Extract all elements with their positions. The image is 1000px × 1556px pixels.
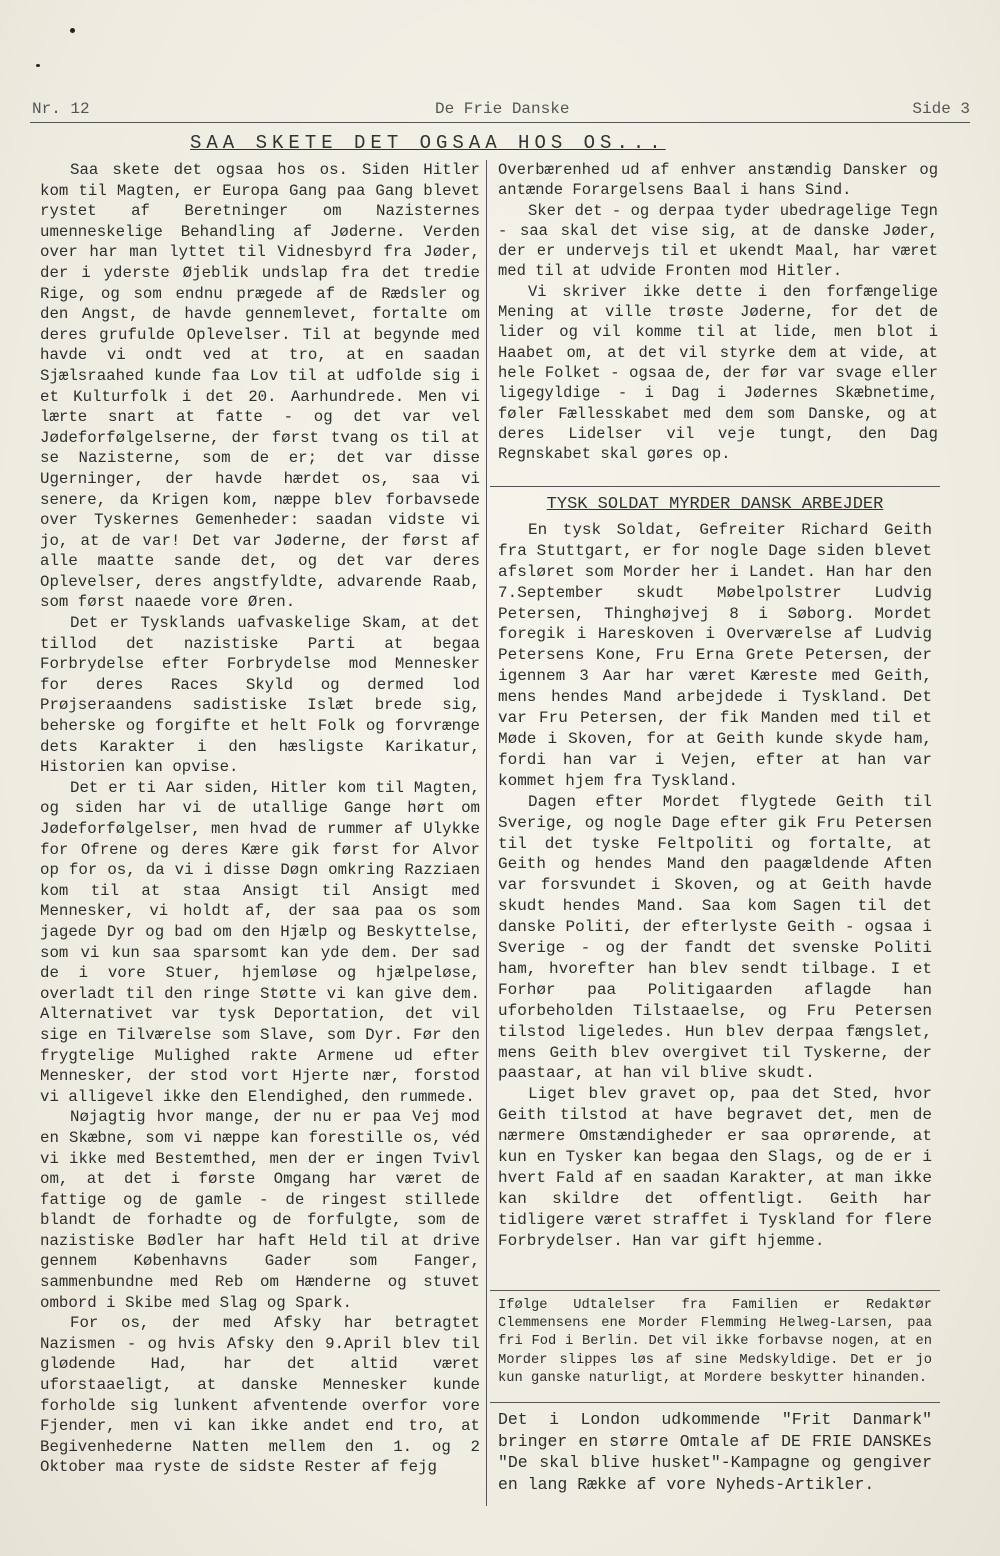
article-paragraph: Overbærenhed ud af enhver anstændig Dansker og antænde Forargelsens Baal i hans Sind. xyxy=(498,161,938,200)
main-article-title: SAA SKETE DET OGSAA HOS OS... xyxy=(190,132,666,154)
issue-number: Nr. 12 xyxy=(32,100,90,118)
publication-name: De Frie Danske xyxy=(435,100,570,118)
page-number: Side 3 xyxy=(912,100,970,118)
article-paragraph: Saa skete det ogsaa hos os. Siden Hitler kom til Magten, er Europa Gang paa Gang blevet rystet af Beretninger om Nazisternes umenneskelige Behandling af Jøderne. Verden over har man lyttet til Vidnesbyrd fra Jøder, der i yderste Øjeblik undslap fra det tredie Rige, og som endnu prægede af de Rædsler og den Angst, de havde gennemlevet, fortalte om deres grufulde Oplevelser. Til at begynde med havde vi ondt ved at tro, at en saadan Sjælsraahed kunde faa Lov til at udfolde sig i et Kulturfolk i det 20. Aarhundrede. Men vi lærte snart at fatte - og det var vel Jødeforfølgelserne, der først tvang os til at se Nazisterne, som de er; det var disse Ugerninger, der havde hærdet os, saa vi senere, da Krigen kom, næppe blev forbavsede over Tyskernes Gemenheder: saadan vidste vi jo, at de var! Det var Jøderne, der først af alle maatte sande det, og det var deres Oplevelser, deres angstfyldte, advarende Raab, som først naaede vore Øren. xyxy=(40,161,480,612)
header-rule xyxy=(30,122,970,123)
article-paragraph: En tysk Soldat, Gefreiter Richard Geith fra Stuttgart, er for nogle Dage siden blevet afsløret som Morder her i Landet. Han har den 7.September skudt Møbelpolstrer Ludvig Petersen, Thinghøjvej 8 i Søborg. Mordet foregik i Hareskoven i Overværelse af Ludvig Petersens Kone, Fru Erna Grete Petersen, der igennem 3 Aar har været Kæreste med Geith, mens hendes Mand arbejdede i Tyskland. Det var Fru Petersen, der fik Manden med til et Møde i Skoven, for at Geith kunde skyde ham, fordi han var i Vejen, efter at han var kommet hjem fra Tyskland. xyxy=(498,520,932,790)
notice-text: Ifølge Udtalelser fra Familien er Redaktør Clemmensens ene Morder Flemming Helweg-Larsen, paa fri Fod i Berlin. Det vil ikke forbavse nogen, at en Morder slippes løs af sine Medskyldige. Det er jo kun ganske naturligt, at Mordere beskytter hinanden. xyxy=(498,1298,932,1386)
article-title: TYSK SOLDAT MYRDER DANSK ARBEJDER xyxy=(546,495,884,514)
article-paragraph: Dagen efter Mordet flygtede Geith til Sverige, og nogle Dage efter gik Fru Petersen til det tyske Feltpoliti og fortalte, at Geith og hendes Mand den paagældende Aften var forsvundet i Skoven, og at Geith havde skudt hendes Mand. Saa kom Sagen til det danske Politi, der efterlyste Geith - ogsaa i Sverige - og der fandt det svenske Politi ham, hvorefter han blev sendt tilbage. I et Forhør paa Politigaarden aflagde han uforbeholden Tilstaaelse, og Fru Petersen tilstod ligeledes. Hun blev derpaa fængslet, mens Geith blev overgivet til Tyskerne, der paastaar, at han vil blive skudt. xyxy=(498,792,932,1083)
article-paragraph: Sker det - og derpaa tyder ubedragelige Tegn - saa skal det vise sig, at de danske Jøder, der er undervejs til et ukendt Maal, har været med til at udvide Fronten mod Hitler. xyxy=(498,201,938,281)
murder-article xyxy=(490,486,940,1252)
left-column xyxy=(40,160,480,1478)
right-column xyxy=(498,160,938,464)
article-paragraph: Nøjagtig hvor mange, der nu er paa Vej mod en Skæbne, som vi næppe kan forestille os, véd vi ikke med Bestemthed, men der er ingen Tvivl om, at det i første Omgang har været de fattige og de gamle - de ringest stillede blandt de forhadte og de forfulgte, som de nazistiske Bødler har haft Held til at drive gennem Københavns Gader som Fanger, sammenbundne med Reb om Hænderne og stuvet ombord i Skibe med Slag og Spark. xyxy=(40,1108,480,1312)
column-divider xyxy=(486,160,487,1506)
article-paragraph: For os, der med Afsky har betragtet Nazismen - og hvis Afsky den 9.April blev til glødende Had, har det altid været uforstaaeligt, at danske Mennesker kunde forholde sig lunkent afventende overfor vore Fjender, men vi kan ikke andet end tro, at Begivenhederne Natten mellem den 1. og 2 Oktober maa ryste de sidste Rester af fejg xyxy=(40,1314,480,1477)
article-paragraph: Liget blev gravet op, paa det Sted, hvor Geith tilstod at have begravet det, men de nærmere Omstændigheder er saa oprørende, at kun en Tysker kan begaa den Slags, og de er i hvert Fald af en saadan Karakter, at man ikke kan skildre det offentligt. Geith har tidligere været straffet i Tyskland for flere Forbrydelser. Han var gift hjemme. xyxy=(498,1085,932,1250)
article-paragraph: Det er Tysklands uafvaskelige Skam, at det tillod det nazistiske Parti at begaa Forbrydelse efter Forbrydelse mod Mennesker for deres Races Skyld og dermed lod Prøjseraandens sadistiske Islæt brede sig, beherske og forgifte et helt Folk og forvrænge dets Karakter i den hæsligste Karikatur, Historien kan opvise. xyxy=(40,614,480,777)
article-paragraph: Det er ti Aar siden, Hitler kom til Magten, og siden har vi de utallige Gange hørt om Jødeforfølgelser, men hvad de rummer af Ulykke for Ofrene og deres Kære gik først for Alvor op for os, da vi i disse Døgn omkring Razziaen kom til at staa Ansigt til Ansigt med Mennesker, vi holdt af, der saa paa os som jagede Dyr og bad om den Hjælp og Beskyttelse, som vi kun saa sparsomt kan yde dem. Der sad de i vore Stuer, hjemløse og hjælpeløse, overladt til den ringe Støtte vi kan give dem. Alternativet var tysk Deportation, det vil sige en Tilværelse som Slave, som Dyr. Før den frygtelige Mulighed rakte Armene ud efter Mennesker, der stod vort Hjerte nær, forstod vi alligevel ikke den Elendighed, den rummede. xyxy=(40,778,480,1106)
page-header xyxy=(30,100,970,122)
article-paragraph: Vi skriver ikke dette i den forfængelige Mening at ville trøste Jøderne, for det de lider og vil komme til at lide, men blot i Haabet om, at det vil styrke dem at vide, at hele Folket - ogsaa de, der før var svage eller ligegyldige - i Dag i Jødernes Skæbnetime, føler Fællesskabet med dem som Danske, og at deres Lidelser vil veje tungt, den Dag Regnskabet skal gøres op. xyxy=(498,282,938,464)
ink-speck xyxy=(70,28,75,33)
notice-text: Det i London udkommende "Frit Danmark" bringer en større Omtale af DE FRIE DANSKEs "De skal blive husket"-Kampagne og gengiver en lang Række af vore Nyheds-Artikler. xyxy=(498,1410,932,1494)
notice-box xyxy=(490,1402,940,1495)
notice-box xyxy=(490,1290,940,1388)
ink-speck xyxy=(36,64,40,67)
